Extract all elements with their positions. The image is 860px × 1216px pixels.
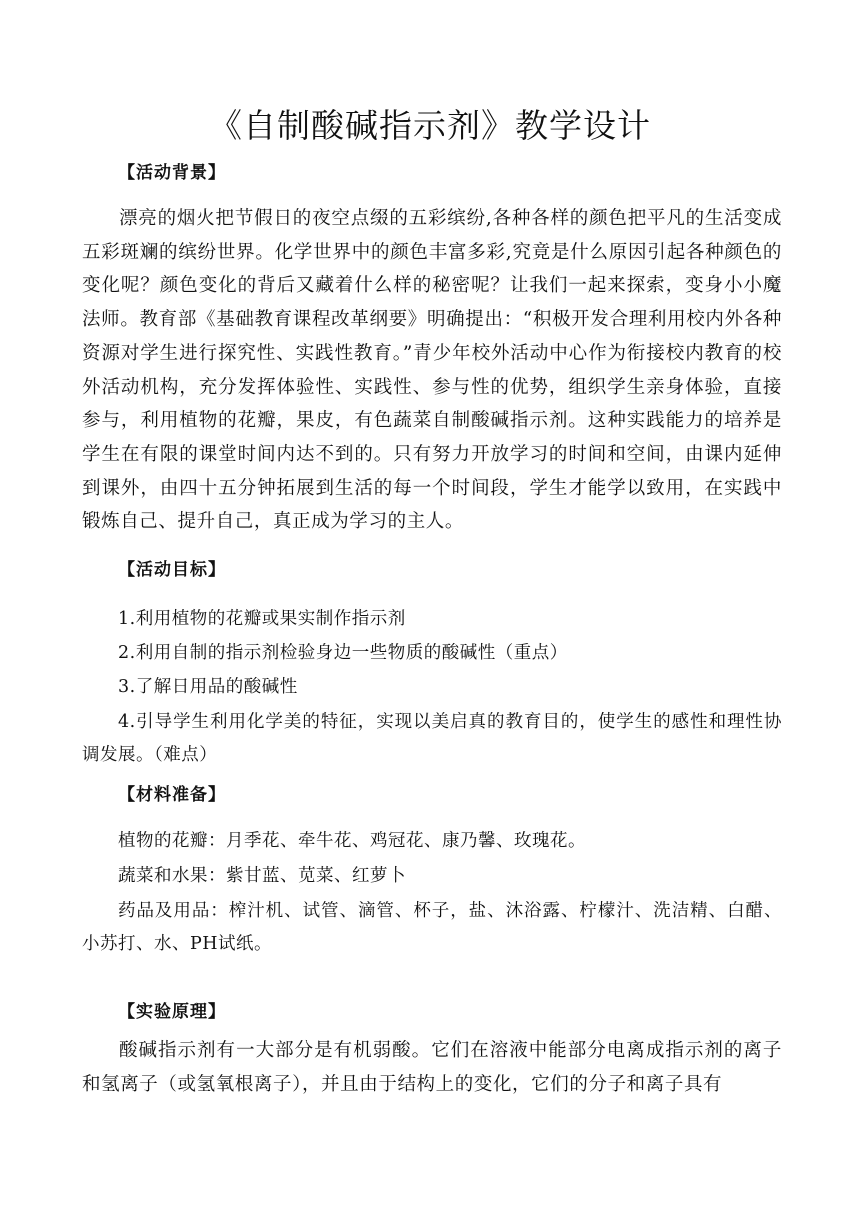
section-heading-goals: 【活动目标】 [118, 560, 226, 580]
section-heading-background: 【活动背景】 [118, 163, 226, 183]
goal-item-3: 3.了解日用品的酸碱性 [118, 677, 298, 697]
material-item-vegetables: 蔬菜和水果：紫甘蓝、苋菜、红萝卜 [118, 866, 406, 886]
material-item-supplies: 药品及用品：榨汁机、试管、滴管、杯子，盐、沐浴露、柠檬汁、洗洁精、白醋、小苏打、水、PH试纸。 [82, 901, 782, 954]
goal-item-1: 1.利用植物的花瓣或果实制作指示剂 [118, 609, 406, 629]
background-paragraph: 漂亮的烟火把节假日的夜空点缀的五彩缤纷,各种各样的颜色把平凡的生活变成五彩斑斓的缤纷世界。化学世界中的颜色丰富多彩,究竟是什么原因引起各种颜色的变化呢？颜色变化的背后又藏着什么样的秘密呢？让我们一起来探索，变身小小魔法师。教育部《基础教育课程改革纲要》明确提出：“积极开发合理利用校内外各种资源对学生进行探究性、实践性教育。”青少年校外活动中心作为衔接校内教育的校外活动机构，充分发挥体验性、实践性、参与性的优势，组织学生亲身体验，直接参与，利用植物的花瓣，果皮，有色蔬菜自制酸碱指示剂。这种实践能力的培养是学生在有限的课堂时间内达不到的。只有努力开放学习的时间和空间，由课内延伸到课外，由四十五分钟拓展到生活的每一个时间段，学生才能学以致用，在实践中锻炼自己、提升自己，真正成为学习的主人。 [82, 208, 782, 533]
document-title: 《自制酸碱指示剂》教学设计 [209, 106, 651, 145]
section-heading-materials: 【材料准备】 [118, 785, 226, 805]
goal-item-2: 2.利用自制的指示剂检验身边一些物质的酸碱性（重点） [118, 643, 568, 663]
principle-paragraph: 酸碱指示剂有一大部分是有机弱酸。它们在溶液中能部分电离成指示剂的离子和氢离子（或氢氧根离子），并且由于结构上的变化，它们的分子和离子具有 [82, 1040, 782, 1095]
goal-item-4: 4.引导学生利用化学美的特征，实现以美启真的教育目的，使学生的感性和理性协调发展。（难点） [82, 712, 782, 765]
section-heading-principle: 【实验原理】 [118, 1002, 226, 1022]
material-item-flowers: 植物的花瓣：月季花、牵牛花、鸡冠花、康乃馨、玫瑰花。 [118, 831, 586, 851]
